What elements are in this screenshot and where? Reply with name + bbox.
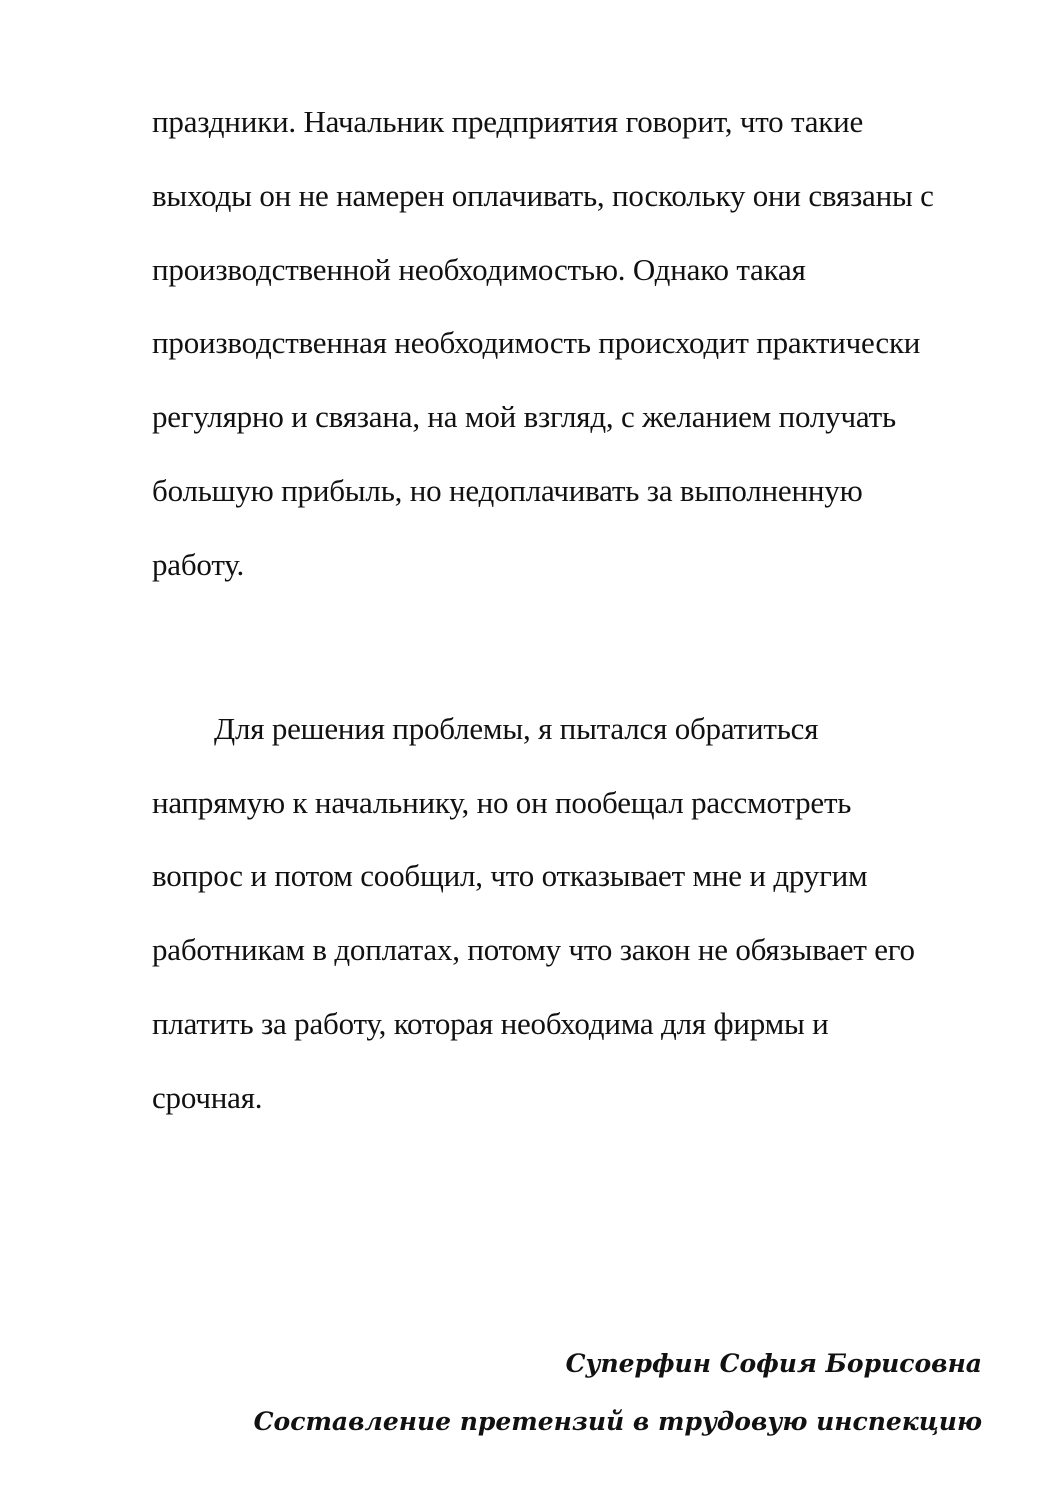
paragraph-1-line-1: праздники. Начальник предприятия говорит, что такие	[152, 104, 864, 139]
paragraph-2-line-5: платить за работу, которая необходима для фирмы и	[152, 1006, 829, 1041]
paragraph-1-line-5: регулярно и связана, на мой взгляд, с желанием получать	[152, 399, 896, 434]
paragraph-1-line-3: производственной необходимостью. Однако такая	[152, 252, 806, 287]
paragraph-2-line-6: срочная.	[152, 1080, 263, 1115]
paragraph-2-line-3: вопрос и потом сообщил, что отказывает мне и другим	[152, 858, 868, 893]
paragraph-1-line-2: выходы он не намерен оплачивать, поскольку они связаны с	[152, 178, 934, 213]
paragraph-2-line-2: напрямую к начальнику, но он пообещал рассмотреть	[152, 785, 852, 820]
footer-book-title: Составление претензий в трудовую инспекцию	[253, 1407, 982, 1436]
footer-author: Суперфин София Борисовна	[565, 1349, 982, 1378]
paragraph-1-line-4: производственная необходимость происходит практически	[152, 325, 921, 360]
paragraph-2-line-4: работникам в доплатах, потому что закон не обязывает его	[152, 932, 915, 967]
paragraph-2-line-1: Для решения проблемы, я пытался обратиться	[214, 711, 819, 746]
paragraph-1-line-7: работу.	[152, 547, 245, 582]
paragraph-1-line-6: большую прибыль, но недоплачивать за выполненную	[152, 473, 863, 508]
